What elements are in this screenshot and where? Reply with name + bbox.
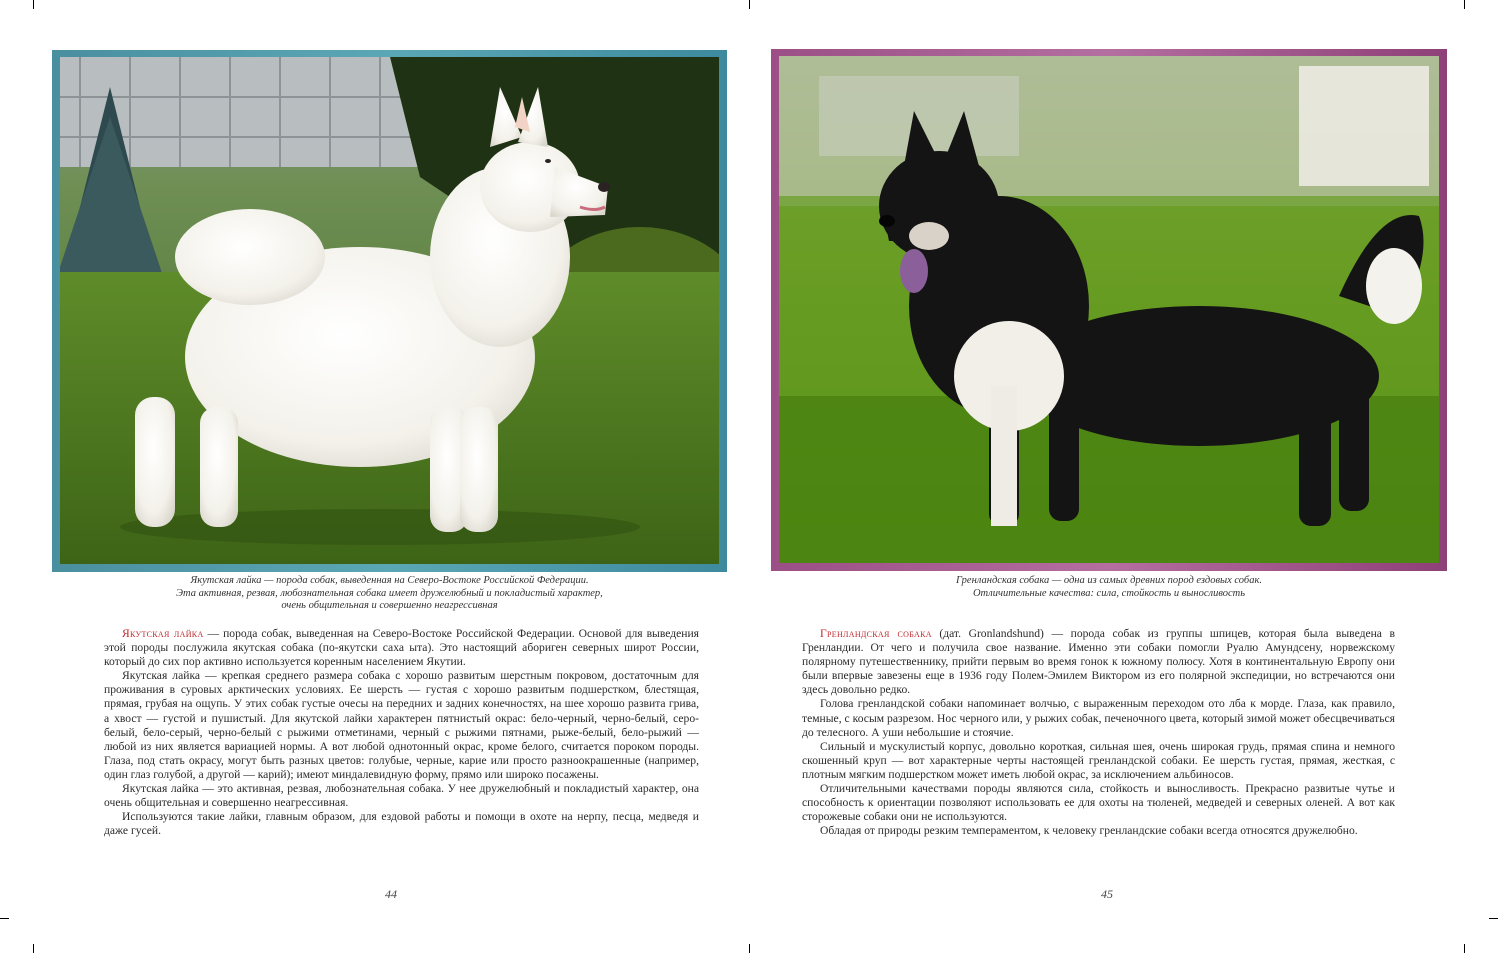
article-paragraph: Гренландская собака (дат. Gronlandshund) — порода собак из группы шпицев, которая была выведена в Гренландии. От чего и получила свое название. Именно эти собаки помогли Руалю Амундсену, норвежскому полярному путешественнику, прийти первым во время гонок к южному полюсу. Хотя в континентальную Европу они были впервые завезены еще в 1936 году Полем-Эмилем Виктором из его полярной экспедиции, но встречаются они здесь довольно редко.: [802, 627, 1395, 697]
crop-mark-right-lower: [1489, 918, 1498, 919]
article-paragraph: Якутская лайка — порода собак, выведенная на Северо-Востоке Российской Федерации. Основой для выведения этой породы послужила якутская собака (по-якутски саха ыта). Это настоящий абориген северных широт России, который до сих пор активно используется коренным населением Якутии.: [104, 627, 700, 669]
article-paragraph: Отличительными качествами породы являются сила, стойкость и выносливость. Прекрасно развитые чутье и способность к ориентации позволяют использовать ее для охоты на тюленей, медведей и северных оленей. А вот как сторожевые собаки они не используются.: [802, 782, 1395, 824]
left-article-text: [104, 627, 699, 838]
article-paragraph: Якутская лайка — крепкая среднего размера собака с хорошо развитым шерстным покровом, достаточным для проживания в суровых арктических условиях. Ее шерсть — густая с хорошо развитым подшерстком, блестящая, прямая, грубая на ощупь. У этих собак густые очесы на передних и задних конечностях, на шее хорошо развита грива, а хвост — густой и пушистый. Для якутской лайки характерен пятнистый окрас: бело-черный, черно-белый, серо-белый, бело-серый, черно-белый с рыжими отметинами, черный с рыжими пятнами, рыже-белый, бело-рыжий — любой из них является вариацией нормы. А вот любой однотонный окрас, кроме белого, считается пороком породы. Глаза, под стать окрасу, могут быть разных цветов: голубые, черные, карие или просто разноокрашенные (например, один глаз голубой, а другой — карий); имеют миндалевидную форму, прямо или широко посажены.: [104, 669, 699, 781]
article-paragraph: Используются такие лайки, главным образом, для ездовой работы и помощи в охоте на нерпу, песца, медведя и даже гусей.: [104, 810, 699, 838]
page-number-left: 44: [385, 887, 397, 901]
crop-mark-left-lower: [0, 918, 9, 919]
crop-mark-bottom-right: [1464, 944, 1465, 953]
caption-line: Отличительные качества: сила, стойкость и выносливость: [972, 587, 1246, 599]
left-photo-frame: [52, 50, 727, 572]
article-paragraph: Голова гренландской собаки напоминает волчью, с выраженным переходом ото лба к морде. Глаза, как правило, темные, с косым разрезом. Нос черного или, у рыжих собак, печеночного цвета, который зимой может обесцвечиваться до телесного. А уши небольшие и стоячие.: [802, 697, 1395, 739]
article-paragraph: Обладая от природы резким темпераментом, к человеку гренландские собаки всегда относятся дружелюбно.: [820, 824, 1358, 838]
right-article-text: [802, 627, 1395, 838]
right-photo-frame: [771, 49, 1447, 571]
breed-name-lead: Гренландская собака: [820, 627, 932, 640]
greenland-dog-photo: [779, 56, 1439, 563]
right-photo-caption: [771, 575, 1447, 600]
caption-line: Якутская лайка — порода собак, выведенная на Северо-Востоке Российской Федерации.: [190, 575, 589, 586]
left-photo-caption: [52, 575, 727, 613]
caption-line: очень общительная и совершенно неагрессивная: [281, 600, 498, 611]
article-paragraph: Якутская лайка — это активная, резвая, любознательная собака. У нее дружелюбный и покладистый характер, она очень общительная и совершенно неагрессивная.: [104, 782, 699, 810]
caption-line: Гренландская собака — одна из самых древних пород ездовых собак.: [956, 575, 1262, 586]
crop-mark-bottom-center: [749, 944, 750, 953]
crop-mark-top-right: [1464, 0, 1465, 9]
crop-mark-top-left: [33, 0, 34, 9]
crop-mark-top-center: [749, 0, 750, 9]
caption-line: Эта активная, резвая, любознательная собака имеет дружелюбный и покладистый характер,: [176, 587, 603, 599]
breed-name-lead: Якутская лайка: [122, 627, 204, 640]
article-paragraph: Сильный и мускулистый корпус, довольно короткая, сильная шея, очень широкая грудь, прямая спина и немного скошенный круп — вот характерные черты настоящей гренландской собаки. Ее шерсть густая, прямая, жесткая, с плотным мягким подшерстком может иметь любой окрас, за исключением альбиносов.: [802, 739, 1395, 781]
crop-mark-bottom-left: [33, 944, 34, 953]
page-number-right: 45: [1101, 887, 1113, 901]
yakutian-laika-photo: [60, 57, 719, 564]
